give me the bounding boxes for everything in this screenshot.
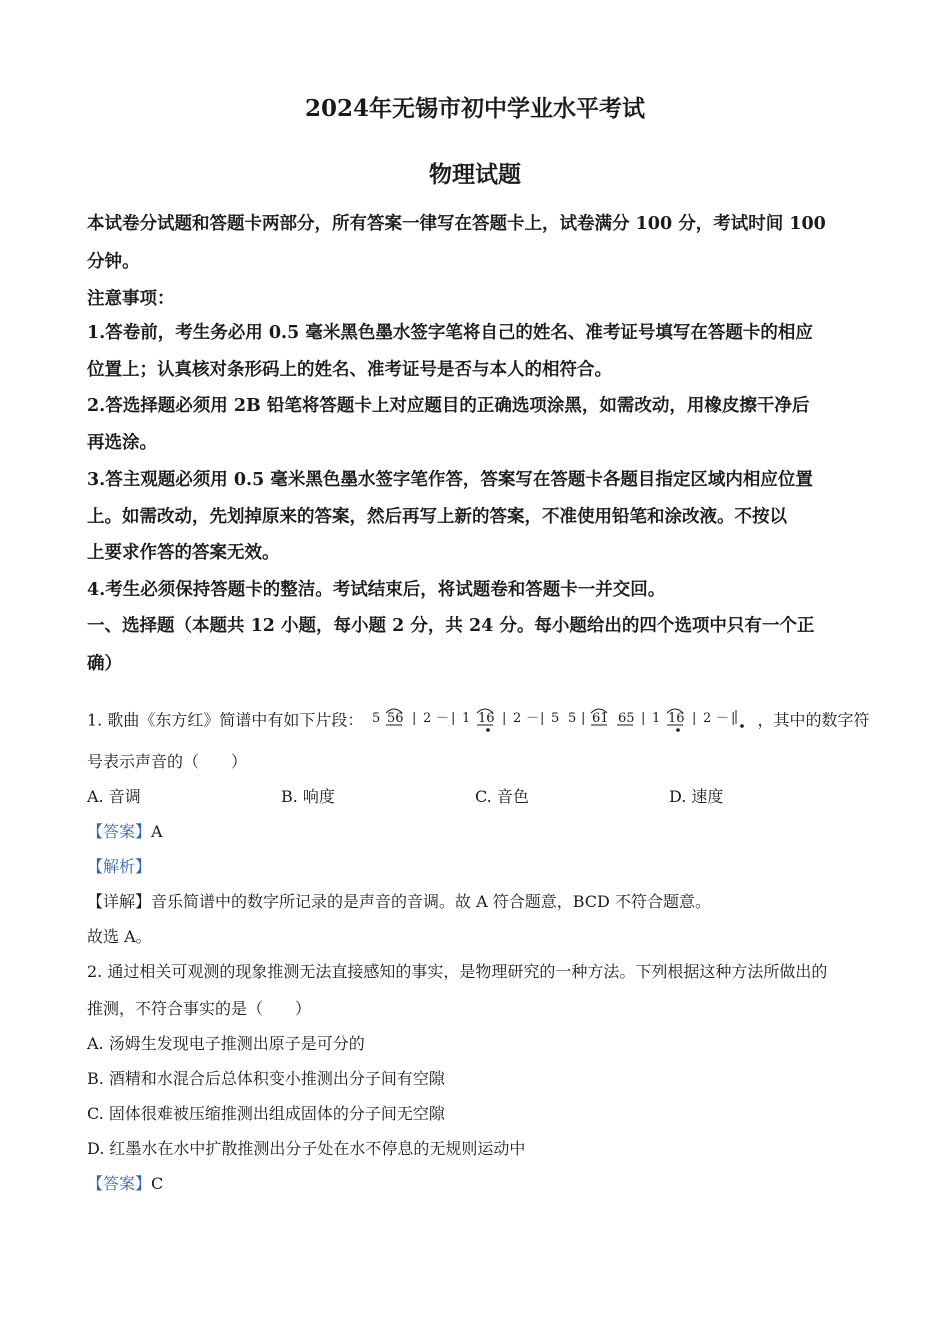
question-2-stem: 推测，不符合事实的是（ ） <box>87 999 312 1018</box>
option-b: B. 响度 <box>281 787 335 806</box>
answer-value: A <box>151 822 163 841</box>
question-1-detail <box>87 889 711 912</box>
analysis-label: 【解析】 <box>87 857 152 876</box>
question-2-answer <box>87 1171 163 1194</box>
note: 16 <box>668 711 685 726</box>
section-heading: 确） <box>87 654 122 674</box>
option-d: D. 速度 <box>669 787 724 806</box>
question-1-stem-prefix: 1. 歌曲《东方红》简谱中有如下片段： <box>87 710 364 730</box>
note: 1 <box>462 711 471 726</box>
option-c: C. 音色 <box>475 787 529 806</box>
note: 5 <box>551 711 560 726</box>
note: 2 <box>423 711 432 726</box>
notice-line: 上。如需改动，先划掉原来的答案，然后再写上新的答案，不准使用铅笔和涂改液。不按以 <box>87 507 787 527</box>
option-c: C. 固体很难被压缩推测出组成固体的分子间无空隙 <box>87 1104 445 1123</box>
note: － <box>526 711 540 726</box>
question-1-answer <box>87 819 163 842</box>
notice-line: 再选涂。 <box>87 433 157 453</box>
end-dot <box>741 724 745 728</box>
answer-label: 【答案】 <box>87 822 152 841</box>
low-octave-dot <box>487 728 491 732</box>
barline: | <box>502 711 507 726</box>
question-1-options <box>87 784 867 808</box>
barline: | <box>692 711 697 726</box>
option-a: A. 音调 <box>87 787 141 806</box>
note: 61 <box>592 711 609 726</box>
barline: | <box>731 711 736 726</box>
exam-subtitle: 物理试题 <box>429 161 521 188</box>
intro-line: 本试卷分试题和答题卡两部分，所有答案一律写在答题卡上，试卷满分 100 分，考试时间 100 <box>87 214 826 234</box>
question-1-stem-line2: 号表示声音的（ ） <box>87 752 248 771</box>
notice-line: 1.答卷前，考生务必用 0.5 毫米黑色墨水签字笔将自己的姓名、准考证号填写在答题卡的相应 <box>87 323 813 343</box>
answer-label: 【答案】 <box>87 1174 152 1193</box>
note: 2 <box>513 711 522 726</box>
option-b: B. 酒精和水混合后总体积变小推测出分子间有空隙 <box>87 1069 445 1088</box>
exam-title: 2024年无锡市初中学业水平考试 <box>304 95 645 122</box>
barline: | <box>451 711 456 726</box>
option-a: A. 汤姆生发现电子推测出原子是可分的 <box>87 1034 365 1053</box>
question-1-conclusion: 故选 A。 <box>87 927 152 946</box>
option-d: D. 红墨水在水中扩散推测出分子处在水不停息的无规则运动中 <box>87 1139 526 1158</box>
notice-line: 3.答主观题必须用 0.5 毫米黑色墨水签字笔作答，答案写在答题卡各题目指定区域内相应位置 <box>87 470 813 490</box>
notice-line: 2.答选择题必须用 2B 铅笔将答题卡上对应题目的正确选项涂黑，如需改动，用橡皮擦干净后 <box>87 396 810 416</box>
note: 5 <box>568 711 577 726</box>
question-1-stem <box>87 704 870 738</box>
notice-line: 位置上；认真核对条形码上的姓名、准考证号是否与本人的相符合。 <box>87 360 612 380</box>
barline: | <box>412 711 417 726</box>
note: 5 <box>372 711 381 726</box>
notice-line: 4.考生必须保持答题卡的整洁。考试结束后，将试题卷和答题卡一并交回。 <box>87 580 666 600</box>
question-1-stem-suffix: ，其中的数字符 <box>757 710 870 730</box>
numbered-musical-notation <box>370 704 750 738</box>
note: 1 <box>652 711 661 726</box>
note: － <box>436 711 450 726</box>
note: 2 <box>703 711 712 726</box>
low-octave-dot <box>677 728 681 732</box>
detail-label: 【详解】 <box>87 892 152 911</box>
barline: | <box>641 711 646 726</box>
notice-heading: 注意事项： <box>87 289 175 309</box>
detail-text: 音乐简谱中的数字所记录的是声音的音调。故 A 符合题意，BCD 不符合题意。 <box>151 892 711 911</box>
note: － <box>716 711 730 726</box>
note: 65 <box>618 711 635 726</box>
notice-line: 上要求作答的答案无效。 <box>87 543 280 563</box>
section-heading: 一、选择题（本题共 12 小题，每小题 2 分，共 24 分。每小题给出的四个选项中只有一个正 <box>87 616 815 636</box>
barline: | <box>581 711 586 726</box>
answer-value: C <box>151 1174 164 1193</box>
barline: | <box>540 711 545 726</box>
intro-line: 分钟。 <box>87 252 140 272</box>
question-2-stem: 2. 通过相关可观测的现象推测无法直接感知的事实，是物理研究的一种方法。下列根据这种方法所做出的 <box>87 962 828 981</box>
note: 16 <box>478 711 495 726</box>
note: 56 <box>387 711 404 726</box>
